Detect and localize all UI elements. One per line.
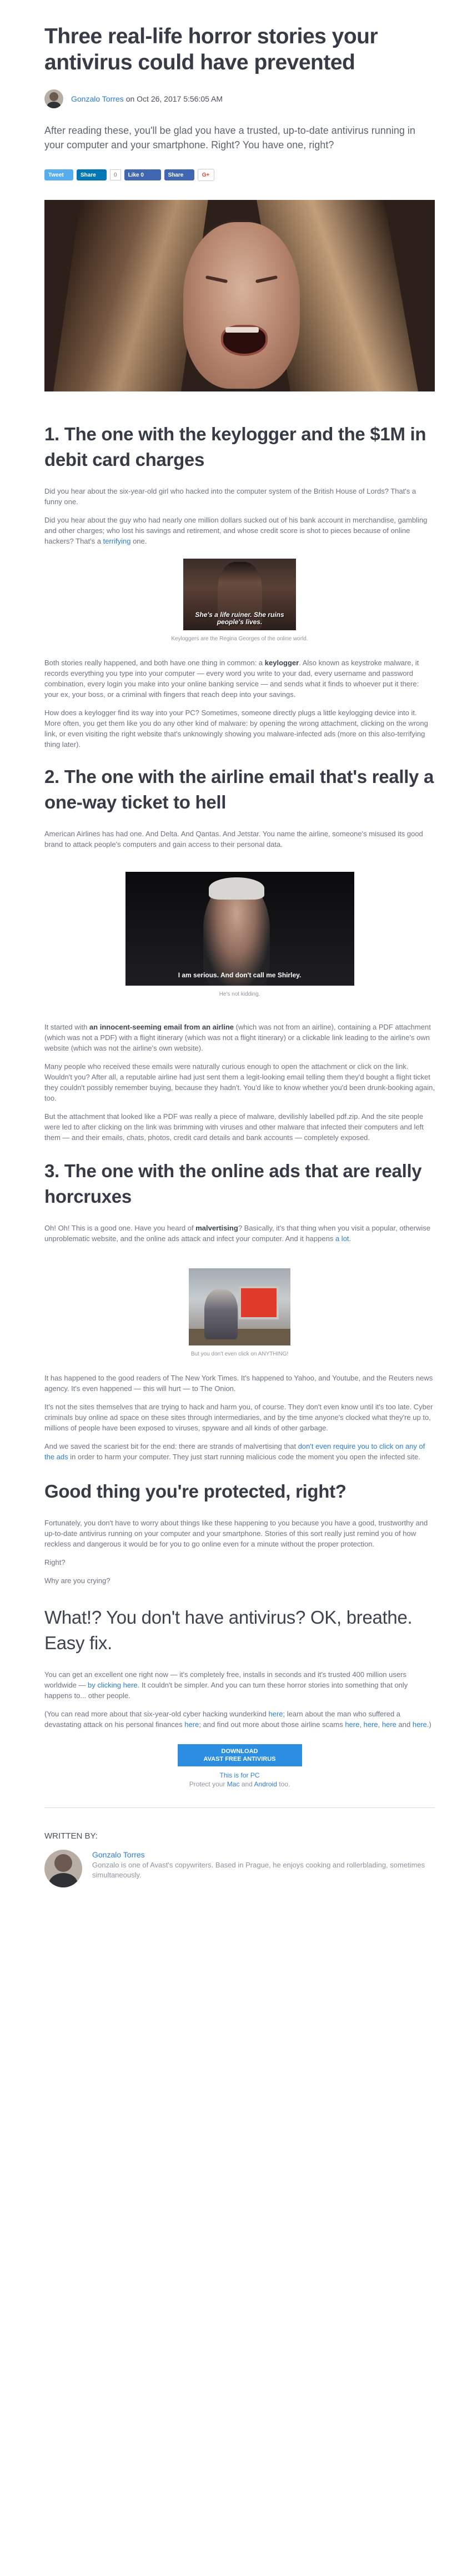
paragraph: Why are you crying? [44, 1576, 111, 1585]
text: , [378, 1720, 380, 1729]
text: (You can read more about that six-year-old cyber hacking wunderkind [44, 1710, 267, 1718]
linkedin-share-button[interactable]: Share [77, 169, 107, 180]
text: ; and find out more about those airline scams [199, 1720, 343, 1729]
figure-computer-explosion [44, 1268, 435, 1345]
figure-image-regina-george [183, 559, 296, 630]
text: (which was not from an airline), containing a PDF attachment (which was not a PDF) with a flight itinerary (which was not a flight itinerary) or a clickable link leading to the airline's own website (which was not the airline's own website). [44, 1023, 431, 1052]
author-bio [44, 1850, 435, 1887]
paragraph [44, 1022, 435, 1053]
figure-person [204, 1289, 238, 1339]
tweet-button[interactable]: Tweet [44, 169, 73, 180]
text: Oh! Oh! This is a good one. Have you heard of [44, 1224, 194, 1232]
section-heading-airline-email: 2. The one with the airline email that's really a one-way ticket to hell [44, 766, 434, 812]
platform-note [44, 1771, 435, 1789]
download-button-line1: DOWNLOAD [221, 1748, 258, 1755]
android-link[interactable]: Android [254, 1780, 277, 1788]
figure-person-hair [209, 877, 264, 900]
divider [44, 1807, 435, 1808]
text: And we saved the scariest bit for the end: there are strands of malvertising that [44, 1442, 297, 1450]
hero-teeth [225, 327, 259, 333]
facebook-share-button[interactable]: Share [164, 169, 194, 180]
page-title: Three real-life horror stories your antivirus could have prevented [44, 24, 378, 74]
author-bio-description: Gonzalo is one of Avast's copywriters. Based in Prague, he enjoys cooking and rollerblading, sometimes simultaneously. [92, 1861, 425, 1879]
lead-paragraph: After reading these, you'll be glad you have a trusted, up-to-date antivirus running in your computer and your smartphone. Right? You have one, right? [44, 125, 415, 150]
hero-face [183, 222, 300, 389]
text: Protect your [189, 1780, 225, 1788]
author-avatar [44, 89, 63, 108]
download-button-line2: AVAST FREE ANTIVIRUS [203, 1756, 276, 1762]
hacker-story-link[interactable]: here [268, 1710, 283, 1718]
paragraph: American Airlines has had one. And Delta. And Qantas. And Jetstar. You name the airline, someone's misused its good brand to attack people's computers and gain access to their personal data. [44, 830, 423, 848]
text: too. [279, 1780, 290, 1788]
paragraph [44, 1223, 435, 1244]
mac-link[interactable]: Mac [227, 1780, 240, 1788]
figure-mean-girls [44, 559, 435, 630]
paragraph: Fortunately, you don't have to worry about things like these happening to you because you have a good, trustworthy and up-to-date antivirus running on your computer and your smartphone. Stories of this sort really just remind you of how reckless and dangerous it would be for you to go online even for a minute without the proper protection. [44, 1519, 428, 1548]
written-by-label: WRITTEN BY: [44, 1831, 98, 1841]
paragraph: It's not the sites themselves that are trying to hack and harm you, of course. They don't even know until it's too late. Cyber criminals buy online ad space on these sites through intermediaries, and by the time anyone's clocked what they're up to, millions of people have been exposed to viruses, spyware and all kinds of other garbage. [44, 1403, 433, 1432]
paragraph [44, 1709, 435, 1730]
paragraph [44, 1669, 435, 1701]
text: . [349, 1234, 351, 1243]
author-bio-name-link[interactable]: Gonzalo Torres [92, 1850, 145, 1859]
text: and [398, 1720, 411, 1729]
figure-image-airplane-scene [125, 872, 354, 986]
airline-scam-link-1[interactable]: here [345, 1720, 360, 1729]
post-meta [44, 89, 435, 109]
paragraph: Did you hear about the six-year-old girl who hacked into the computer system of the British House of Lords? That's a funny one. [44, 487, 416, 506]
text: . Also known as keystroke malware, it records everything you type into your computer — every word you write to your dad, every username and password combination, every login you make into your online banking service — and sends what it finds to whoever put it there: your ex, your boss, or a criminal with fingers that reach deep into your savings. [44, 659, 419, 699]
linkedin-share-count: 0 [110, 169, 121, 180]
bold-text: an innocent-seeming email from an airline [89, 1023, 234, 1031]
share-bar [44, 169, 435, 181]
download-link-inline[interactable]: by clicking here [88, 1681, 138, 1689]
hero-image-screaming-woman [44, 200, 435, 391]
author-bio-text [92, 1850, 435, 1887]
airline-scam-link-3[interactable]: here [381, 1720, 396, 1729]
figure-caption: He's not kidding. [219, 991, 260, 997]
text: and [241, 1780, 253, 1788]
section-heading-online-ads: 3. The one with the online ads that are really horcruxes [44, 1161, 422, 1207]
section-heading-no-antivirus: What!? You don't have antivirus? OK, breathe. Easy fix. [44, 1607, 413, 1653]
text: Did you hear about the guy who had nearly one million dollars sucked out of his bank account in merchandise, gambling and other charges; who lost his savings and retirement, and whose credit score is shot to pieces because of online hackers? That's a [44, 516, 428, 545]
figure-caption: But you don't even click on ANYTHING! [190, 1351, 289, 1357]
paragraph [44, 515, 435, 546]
figure-monitor [239, 1286, 279, 1319]
download-avast-button[interactable] [178, 1744, 302, 1766]
bold-text: keylogger [264, 659, 299, 667]
text: one. [133, 537, 147, 545]
paragraph: Right? [44, 1558, 66, 1566]
text: , [359, 1720, 361, 1729]
figure-subtitle: She's a life ruiner. She ruins people's lives. [195, 611, 284, 626]
article [44, 0, 435, 1887]
paragraph [44, 657, 435, 700]
section-heading-protected: Good thing you're protected, right? [44, 1481, 346, 1502]
post-date: on Oct 26, 2017 5:56:05 AM [125, 94, 223, 103]
text: You can get an excellent one right now — it's completely free, installs in seconds and it's trusted 400 million users worldwide — [44, 1670, 406, 1689]
paragraph: How does a keylogger find its way into your PC? Sometimes, someone directly plugs a little keylogging device into it. More often, you get them like you do any other kind of malware: by opening the wrong attachment, clicking on the wrong link, or even visiting the right website that's unknowingly showing you malware-infected ads (more on this also-terrifying thing later). [44, 709, 428, 749]
author-bio-avatar [44, 1850, 82, 1887]
text: in order to harm your computer. They just start running malicious code the moment you open the infected site. [70, 1453, 420, 1461]
figure-caption: Keyloggers are the Regina Georges of the online world. [171, 636, 308, 642]
figure-image-man-at-computer [189, 1268, 290, 1345]
section-heading-keylogger: 1. The one with the keylogger and the $1M in debit card charges [44, 424, 426, 470]
text: .) [426, 1720, 431, 1729]
author-link[interactable]: Gonzalo Torres [71, 94, 124, 103]
text: . It couldn't be simpler. And you can turn these horror stories into something that only happens to... other people. [44, 1681, 408, 1700]
text: It started with [44, 1023, 88, 1031]
facebook-like-button[interactable]: Like 0 [124, 169, 161, 180]
airline-scam-link-2[interactable]: here [363, 1720, 378, 1729]
figure-airplane-movie [44, 872, 435, 986]
bold-text: malvertising [195, 1224, 238, 1232]
text: ? Basically, it's that thing when you visit a popular, otherwise unproblematic website, and the online ads attack and infect your computer. And it happens [44, 1224, 431, 1243]
paragraph [44, 1441, 435, 1462]
paragraph: Many people who received these emails were naturally curious enough to open the attachment or click on the link. Wouldn't you? After all, a reputable airline had just sent them a legit-looking email telling them they'd bought a flight ticket they couldn't possibly remember buying, because they hadn't. You'd like to know whether you'd been drunk-booking again, too. [44, 1062, 435, 1102]
airline-scam-link-4[interactable]: here [412, 1720, 427, 1729]
finances-story-link[interactable]: here [184, 1720, 199, 1729]
paragraph: But the attachment that looked like a PDF was really a piece of malware, devilishly labelled pdf.zip. And the site people were led to after clicking on the link was brimming with viruses and other malware that infected their computers and left them — and their emails, chats, photos, credit card details and bank accounts — completely exposed. [44, 1112, 424, 1142]
terrifying-link[interactable]: terrifying [103, 537, 131, 545]
figure-subtitle: I am serious. And don't call me Shirley. [178, 971, 302, 979]
paragraph: It has happened to the good readers of The New York Times. It's happened to Yahoo, and Youtube, and the Reuters news agency. It's even happened — this will hurt — to The Onion. [44, 1374, 433, 1393]
pc-link[interactable]: This is for PC [219, 1771, 260, 1779]
text: ; learn about the man who suffered a devastating attack on his personal finances [44, 1710, 401, 1729]
text: Both stories really happened, and both have one thing in common: a [44, 659, 263, 667]
a-lot-link[interactable]: a lot [335, 1234, 349, 1243]
no-click-required-link[interactable]: don't even require you to click on any of the ads [44, 1442, 425, 1461]
google-plus-button[interactable]: G+ [198, 169, 214, 181]
